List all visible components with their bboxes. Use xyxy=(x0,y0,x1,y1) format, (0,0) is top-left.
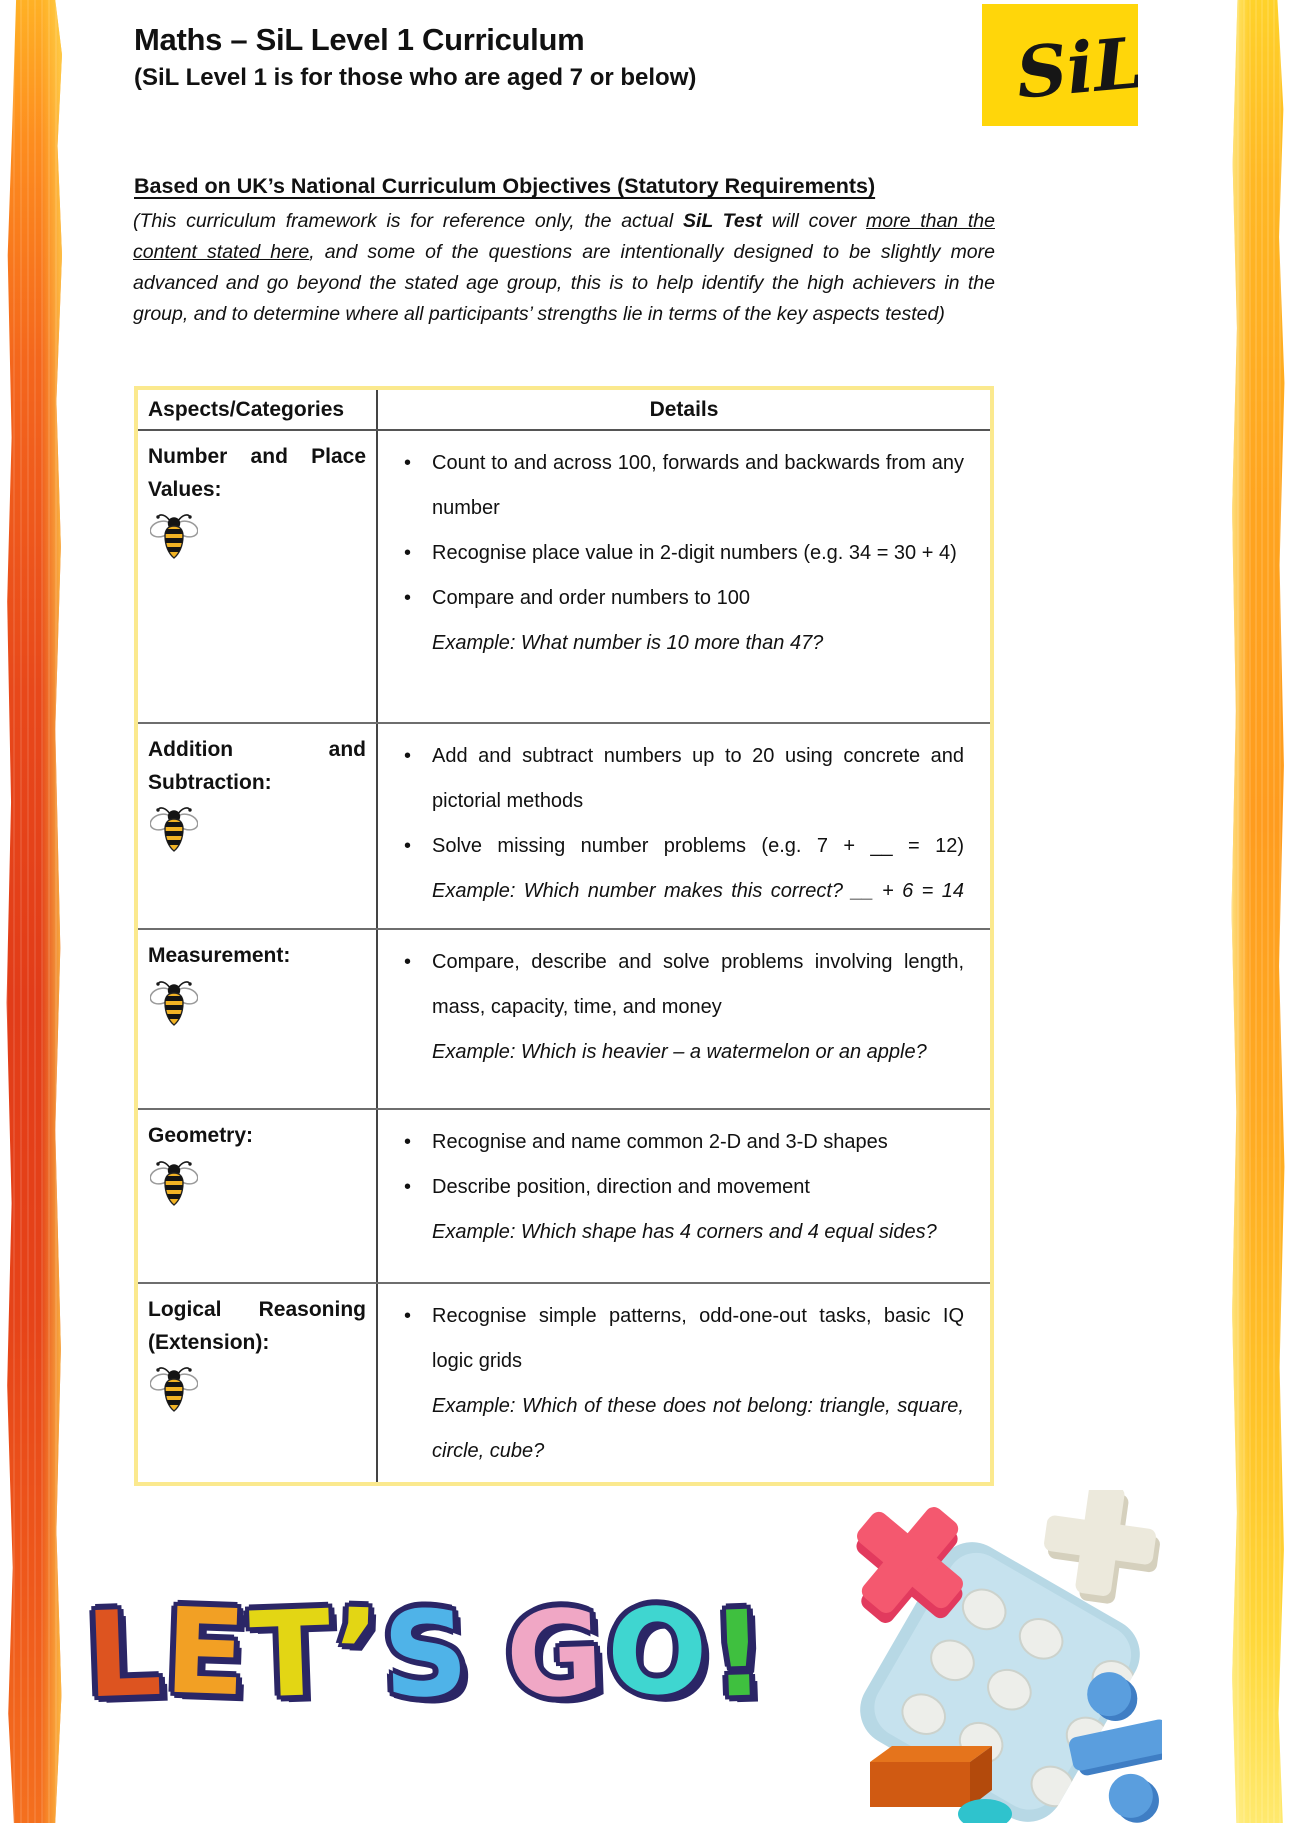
detail-bullet: • Solve missing number problems (e.g. 7 + __ = 12) xyxy=(392,824,964,869)
details-cell xyxy=(378,930,990,1108)
category-cell xyxy=(138,1284,378,1482)
page-title: Maths – SiL Level 1 Curriculum xyxy=(134,22,585,57)
example-text: Example: What number is 10 more than 47? xyxy=(432,632,824,654)
detail-bullet: • Count to and across 100, forwards and backwards from any number xyxy=(392,441,964,531)
detail-bullet: • Add and subtract numbers up to 20 using concrete and pictorial methods xyxy=(392,734,964,824)
wordart-letter: O xyxy=(604,1581,714,1723)
left-border-decoration xyxy=(6,0,62,1823)
bee-icon xyxy=(150,977,198,1029)
category-cell xyxy=(138,1110,378,1282)
wordart-space xyxy=(472,1692,506,1693)
bee-icon xyxy=(150,1157,198,1209)
wordart-letter: ’ xyxy=(331,1582,386,1722)
example-text: Example: Which of these does not belong: triangle, square, circle, cube? xyxy=(432,1395,964,1462)
table-header-row xyxy=(138,390,990,431)
category-cell xyxy=(138,930,378,1108)
disclaimer-segment: more than the content stated here xyxy=(133,210,995,263)
bee-icon xyxy=(150,803,198,855)
disclaimer-segment: , and some of the questions are intentionally designed to be slightly more advanced and go beyond the stated age group, this is to help identify the high achievers in the group, and to determine where all participants’ strengths lie in terms of the key aspects tested) xyxy=(133,241,995,325)
table-row xyxy=(138,431,990,724)
disclaimer-segment: will cover xyxy=(762,210,867,232)
disclaimer-paragraph xyxy=(133,206,995,330)
detail-bullet: • Compare and order numbers to 100 xyxy=(392,576,964,621)
details-cell xyxy=(378,724,990,928)
wordart-letter: L xyxy=(83,1583,168,1725)
detail-bullet: • Compare, describe and solve problems involving length, mass, capacity, time, and money xyxy=(392,940,964,1030)
table-row xyxy=(138,724,990,930)
disclaimer-segment: SiL Test xyxy=(682,210,763,232)
wordart-letter: ! xyxy=(708,1584,772,1724)
detail-bullet: • Recognise place value in 2-digit numbers (e.g. 34 = 30 + 4) xyxy=(392,531,964,576)
header xyxy=(134,22,894,92)
category-label: Measurement: xyxy=(148,944,291,967)
category-label: Geometry: xyxy=(148,1124,254,1147)
column-header-details: Details xyxy=(649,397,719,421)
example-text: Example: Which shape has 4 corners and 4 equal sides? xyxy=(432,1221,937,1243)
category-label: Number and Place Values: xyxy=(148,445,366,501)
disclaimer-segment: (This curriculum framework is for reference only, the actual xyxy=(133,210,683,232)
wordart-letter: T xyxy=(247,1583,337,1725)
right-border-decoration xyxy=(1231,0,1285,1823)
detail-bullet: • Recognise and name common 2-D and 3-D shapes xyxy=(392,1120,964,1165)
page-subtitle: (SiL Level 1 is for those who are aged 7 or below) xyxy=(134,64,697,91)
lets-go-wordart xyxy=(83,1581,826,1725)
block-icon xyxy=(870,1746,992,1807)
category-cell xyxy=(138,431,378,722)
bee-icon xyxy=(150,1363,198,1415)
sil-logo-text: SiL xyxy=(1012,20,1138,115)
detail-bullet: • Describe position, direction and movement xyxy=(392,1165,964,1210)
details-cell xyxy=(378,431,990,722)
table-row xyxy=(138,930,990,1110)
category-label: Logical Reasoning (Extension): xyxy=(148,1298,366,1354)
details-cell xyxy=(378,1284,990,1482)
wordart-letter: S xyxy=(380,1583,475,1725)
table-row xyxy=(138,1110,990,1284)
category-label: Addition and Subtraction: xyxy=(148,738,366,794)
wordart-letter: G xyxy=(503,1583,610,1725)
example-text: Example: Which number makes this correct? __ + 6 = 14 xyxy=(432,880,964,902)
sil-logo xyxy=(982,4,1138,126)
column-header-categories: Aspects/Categories xyxy=(138,390,378,429)
curriculum-table xyxy=(134,386,994,1486)
math-dice-illustration xyxy=(840,1490,1162,1823)
bee-icon xyxy=(150,510,198,562)
table-row xyxy=(138,1284,990,1482)
section-heading: Based on UK’s National Curriculum Objectives (Statutory Requirements) xyxy=(134,174,876,198)
details-cell xyxy=(378,1110,990,1282)
category-cell xyxy=(138,724,378,928)
example-text: Example: Which is heavier – a watermelon or an apple? xyxy=(432,1041,927,1063)
detail-bullet: • Recognise simple patterns, odd-one-out tasks, basic IQ logic grids xyxy=(392,1294,964,1384)
wordart-letter: E xyxy=(162,1581,253,1723)
